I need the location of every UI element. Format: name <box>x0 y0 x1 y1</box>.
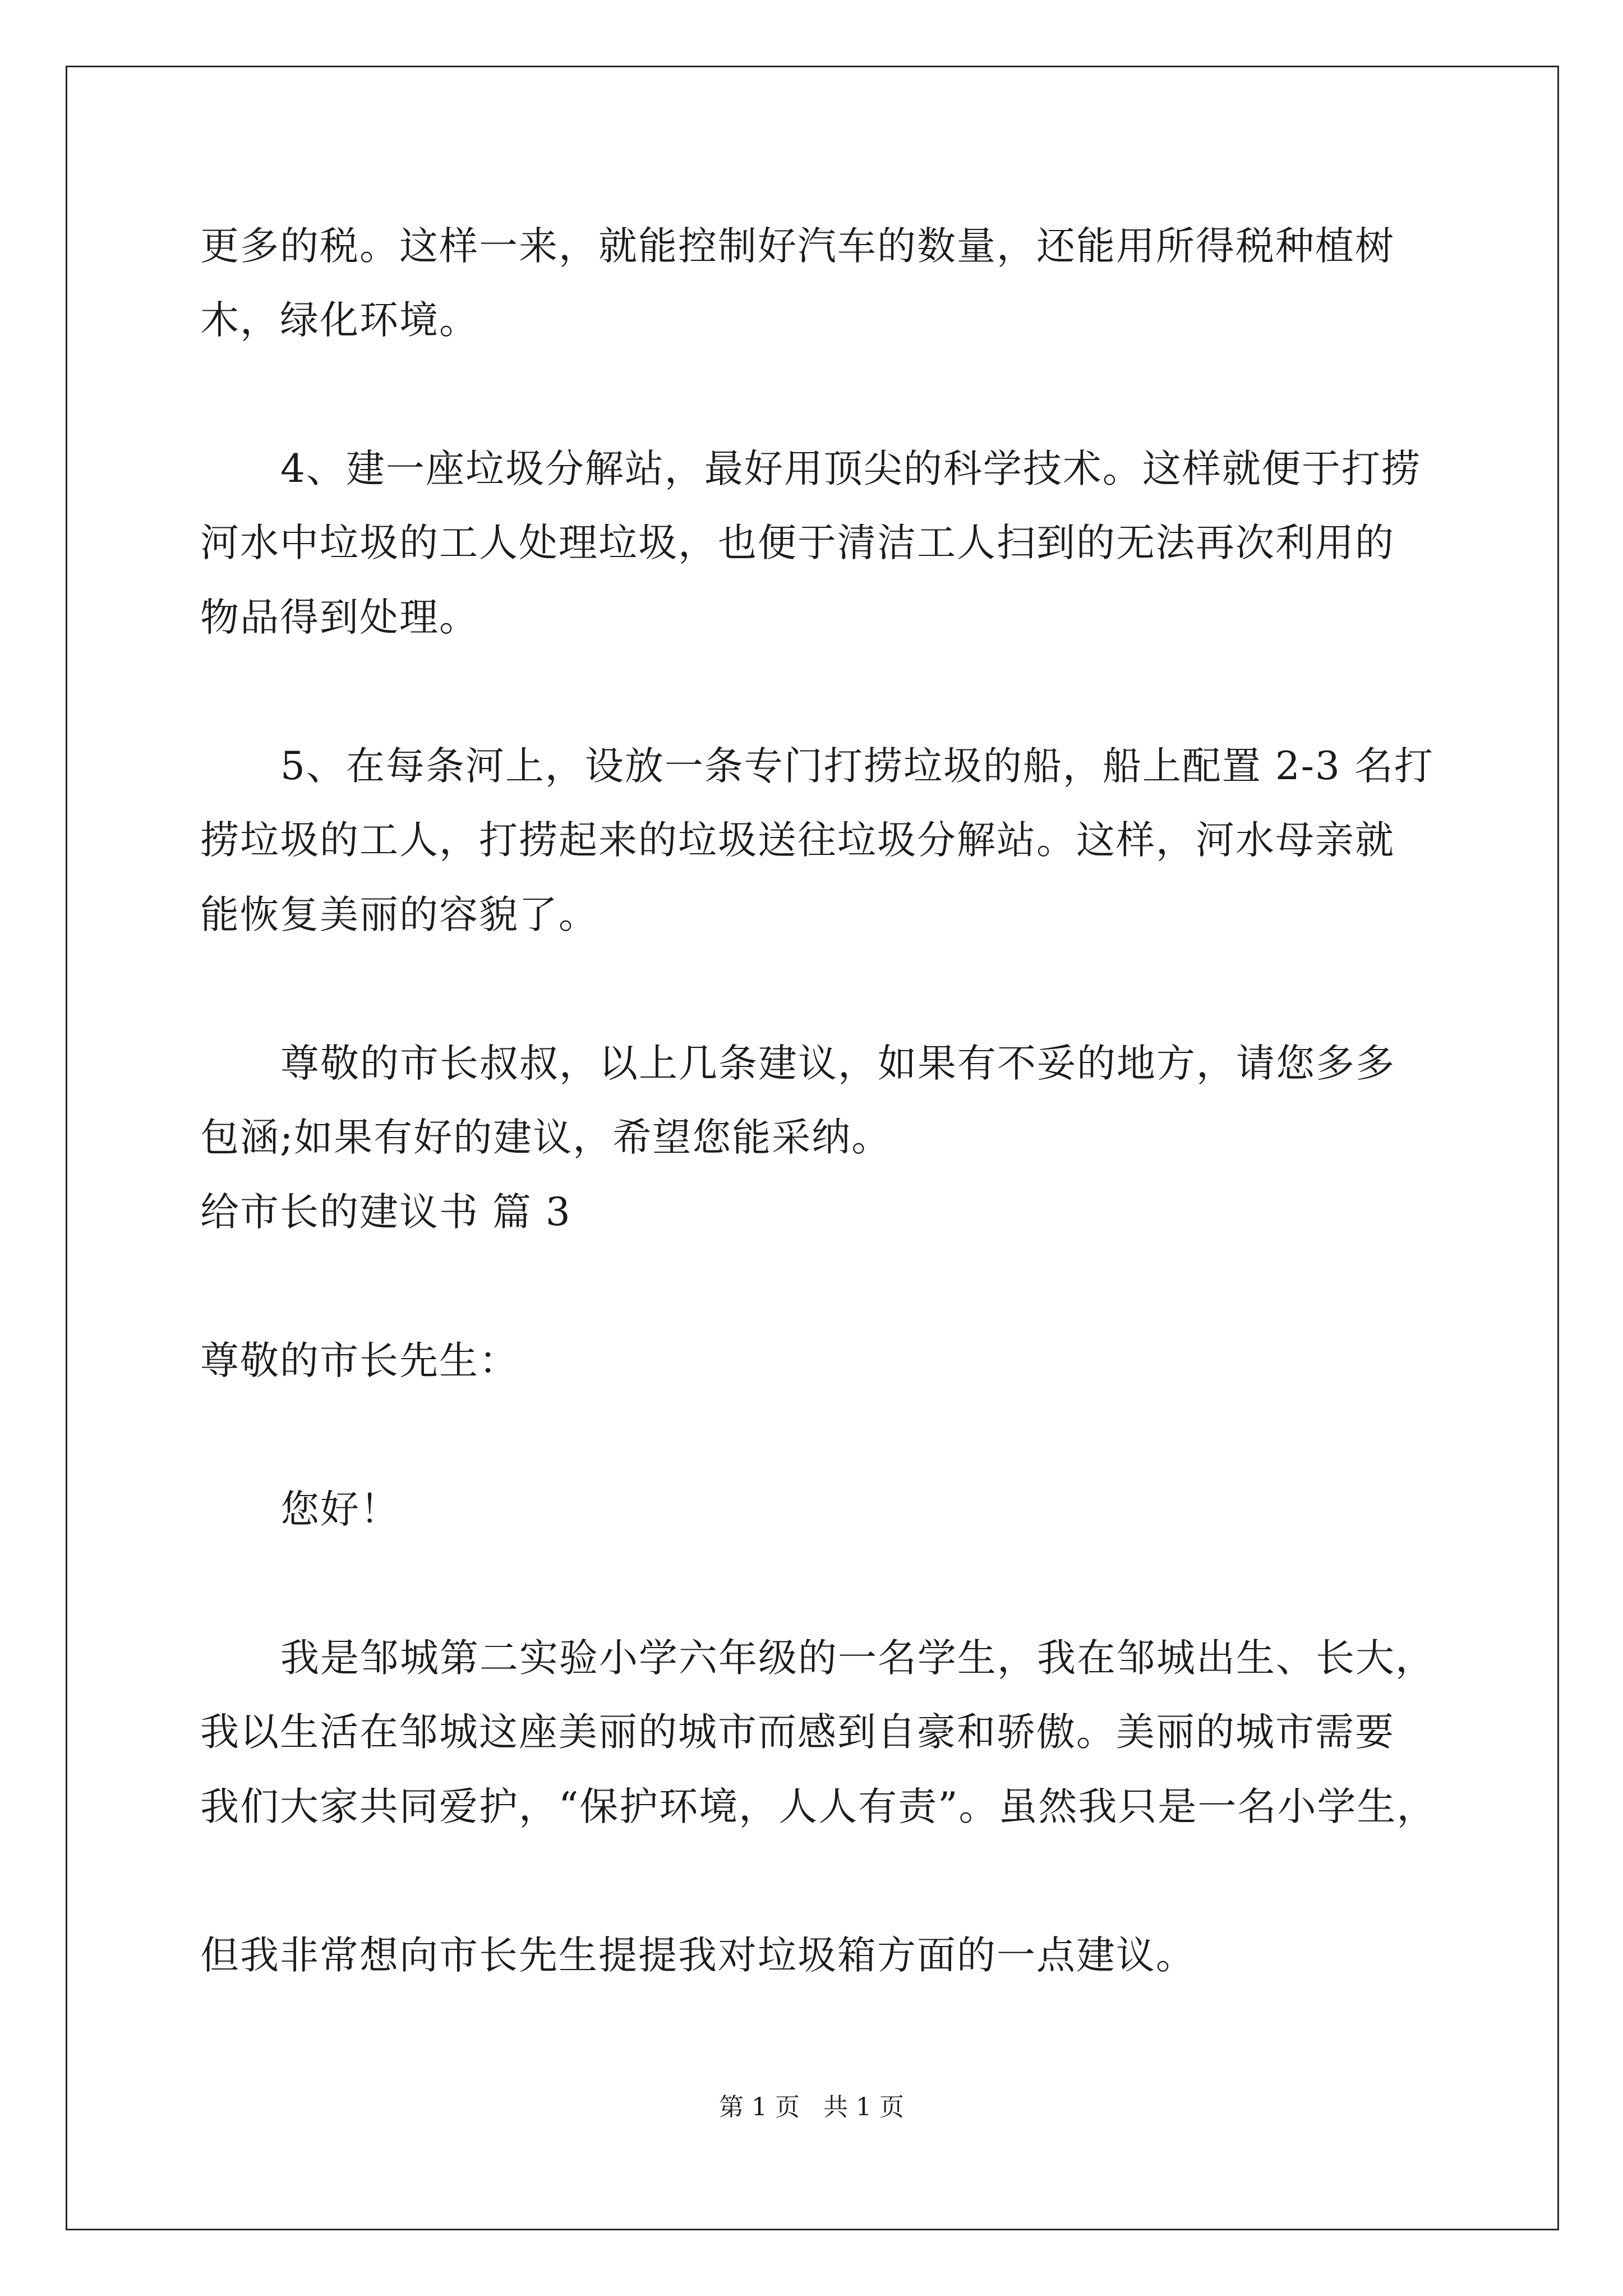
text-line-14: 我是邹城第二实验小学六年级的一名学生，我在邹城出生、长大， <box>280 1636 1435 1681</box>
greeting: 您好！ <box>280 1487 400 1532</box>
text-line-15: 我以生活在邹城这座美丽的城市而感到自豪和骄傲。美丽的城市需要 <box>200 1710 1395 1755</box>
text-line-6: 5、在每条河上，设放一条专门打捞垃圾的船，船上配置 2-3 名打 <box>280 744 1434 789</box>
text-line-16: 我们大家共同爱护，“保护环境，人人有责”。虽然我只是一名小学生， <box>200 1784 1437 1829</box>
text-line-3: 4、建一座垃圾分解站，最好用顶尖的科学技术。这样就便于打捞 <box>280 447 1421 491</box>
page-footer: 第 1 页 共 1 页 <box>719 2093 904 2122</box>
text-line-4: 河水中垃圾的工人处理垃圾，也便于清洁工人扫到的无法再次利用的 <box>200 521 1395 565</box>
text-line-5: 物品得到处理。 <box>200 595 479 640</box>
text-line-1: 更多的税。这样一来，就能控制好汽车的数量，还能用所得税种植树 <box>200 224 1395 269</box>
salutation: 尊敬的市长先生： <box>200 1338 519 1383</box>
section-heading: 给市长的建议书 篇 3 <box>200 1190 571 1235</box>
text-line-17: 但我非常想向市长先生提提我对垃圾箱方面的一点建议。 <box>200 1933 1196 1978</box>
text-line-2: 木，绿化环境。 <box>200 298 479 343</box>
text-line-9: 尊敬的市长叔叔，以上几条建议，如果有不妥的地方，请您多多 <box>280 1041 1395 1086</box>
text-line-7: 捞垃圾的工人，打捞起来的垃圾送往垃圾分解站。这样，河水母亲就 <box>200 818 1395 863</box>
text-line-8: 能恢复美丽的容貌了。 <box>200 892 598 937</box>
text-line-10: 包涵;如果有好的建议，希望您能采纳。 <box>200 1115 892 1160</box>
